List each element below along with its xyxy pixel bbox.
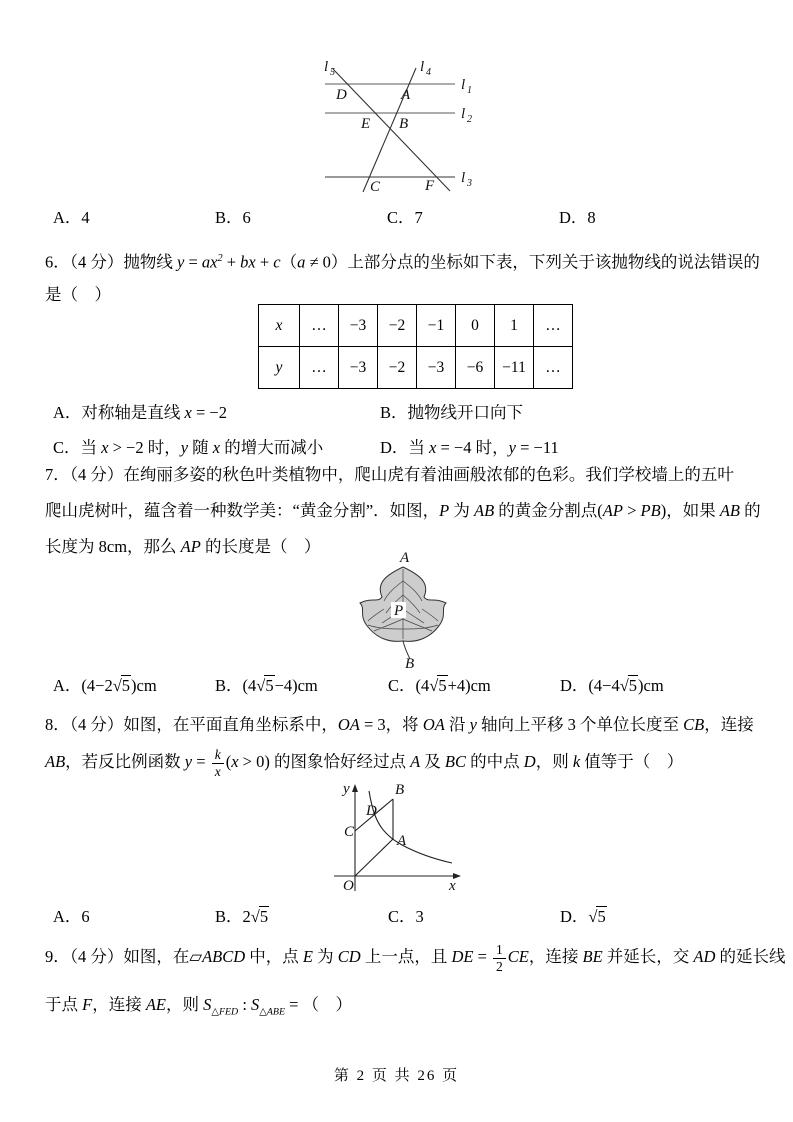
table-cell: −3: [417, 347, 456, 389]
page-footer: 第 2 页 共 26 页: [333, 1068, 460, 1084]
q8-option-c: C．3: [388, 907, 424, 926]
q9-text-line2: 于点 F，连接 AE，则 $S_{\triangle FED}$ : $S_{\triangle ABE}$ = （ ）: [45, 995, 353, 1018]
table-row-y: [259, 347, 573, 389]
line-l5-transversal: [333, 69, 450, 191]
label-point-E: E: [361, 116, 371, 132]
table-cell: −11: [495, 347, 534, 389]
table-cell: …: [534, 347, 573, 389]
label-l2: l: [461, 106, 466, 122]
table-cell: −1: [417, 305, 456, 347]
table-cell: y: [259, 347, 300, 389]
q9-text-line1: 9．（4 分）如图，在▱ABCD 中，点 E 为 CD 上一点，且 DE = $\frac{1}{2}$ CE，连接 BE 并延长，交 AD 的延长线: [45, 941, 786, 974]
table-cell: …: [300, 305, 339, 347]
label-leaf-B: B: [405, 656, 415, 669]
table-cell: 0: [456, 305, 495, 347]
label-leaf-A: A: [400, 551, 410, 566]
table-cell: …: [300, 347, 339, 389]
label-point-F: F: [425, 178, 435, 194]
q8-option-b: B．2√5: [215, 907, 269, 926]
q6-option-c: C．当 x > −2 时，y 随 x 的增大而减小: [53, 438, 324, 457]
label-l5: l: [324, 59, 329, 75]
y-axis-arrow: [352, 784, 358, 792]
q5-option-c: C．7: [387, 208, 423, 227]
label-graph-B: B: [395, 782, 405, 798]
q5-option-a: A．4: [53, 208, 90, 227]
label-l5-sub: 5: [330, 67, 335, 78]
label-l3: l: [461, 170, 466, 186]
q5-option-d: D．8: [559, 208, 596, 227]
table-cell: 1: [495, 305, 534, 347]
table-cell: −3: [339, 305, 378, 347]
q7-option-c: C．(4√5+4)cm: [388, 676, 491, 695]
label-graph-C: C: [344, 824, 355, 840]
table-cell: −3: [339, 347, 378, 389]
q8-text-line2: AB，若反比例函数 y = $\frac{k}{x}$ (x > 0) 的图象恰好经过点 A 及 BC 的中点 D，则 k 值等于（ ）: [45, 746, 684, 779]
figure-hyperbola-graph: [316, 779, 481, 899]
q8-text-line1: 8．（4 分）如图，在平面直角坐标系中，OA = 3，将 OA 沿 y 轴向上平移 3 个单位长度至 CB，连接: [45, 715, 754, 734]
label-l1: l: [461, 77, 466, 93]
label-l1-sub: 1: [467, 85, 472, 96]
label-l4-sub: 4: [426, 67, 431, 78]
q6-value-table: [258, 304, 573, 389]
label-graph-y: y: [343, 781, 350, 797]
figure-leaf: [338, 551, 468, 669]
q7-text-line3: 长度为 8cm，那么 AP 的长度是（ ）: [45, 537, 321, 556]
q6-option-a: A．对称轴是直线 x = −2: [53, 403, 227, 422]
label-graph-A: A: [397, 833, 407, 849]
q6-option-d: D．当 x = −4 时，y = −11: [380, 438, 559, 457]
label-l3-sub: 3: [467, 178, 472, 189]
q7-text-line1: 7．（4 分）在绚丽多姿的秋色叶类植物中，爬山虎有着油画般浓郁的色彩。我们学校墙上的五叶: [45, 465, 734, 484]
table-cell: …: [534, 305, 573, 347]
q5-options-row: [53, 204, 731, 228]
segment-OA: [355, 839, 393, 876]
q6-option-b: B．抛物线开口向下: [380, 403, 524, 422]
label-graph-O: O: [343, 878, 354, 894]
table-cell: −6: [456, 347, 495, 389]
table-row-x: [259, 305, 573, 347]
table-cell: −2: [378, 305, 417, 347]
q5-option-b: B．6: [215, 208, 251, 227]
label-point-D: D: [336, 87, 347, 103]
table-cell: x: [259, 305, 300, 347]
label-graph-x: x: [449, 878, 456, 894]
label-leaf-P: P: [394, 603, 404, 619]
q7-option-a: A．(4−2√5)cm: [53, 676, 157, 695]
label-l2-sub: 2: [467, 114, 472, 125]
q6-text-line2: 是（ ）: [45, 285, 111, 304]
label-point-C: C: [370, 179, 381, 195]
q8-option-d: D．√5: [560, 907, 606, 926]
figure-parallel-lines: [303, 56, 523, 198]
label-point-A: A: [401, 87, 411, 103]
q8-option-a: A．6: [53, 907, 90, 926]
q7-option-d: D．(4−4√5)cm: [560, 676, 664, 695]
label-graph-D: D: [366, 803, 377, 819]
label-point-B: B: [399, 116, 409, 132]
q7-option-b: B．(4√5−4)cm: [215, 676, 318, 695]
table-cell: −2: [378, 347, 417, 389]
label-l4: l: [420, 59, 425, 75]
q6-text-line1: 6．（4 分）抛物线 $y = ax^2$ + bx + c（a ≠ 0）上部分点的坐标如下表，下列关于该抛物线的说法错误的: [45, 252, 760, 272]
hyperbola-curve: [369, 791, 452, 863]
q7-text-line2: 爬山虎树叶，蕴含着一种数学美：“黄金分割”．如图，P 为 AB 的黄金分割点(AP > PB)，如果 AB 的: [45, 501, 761, 520]
